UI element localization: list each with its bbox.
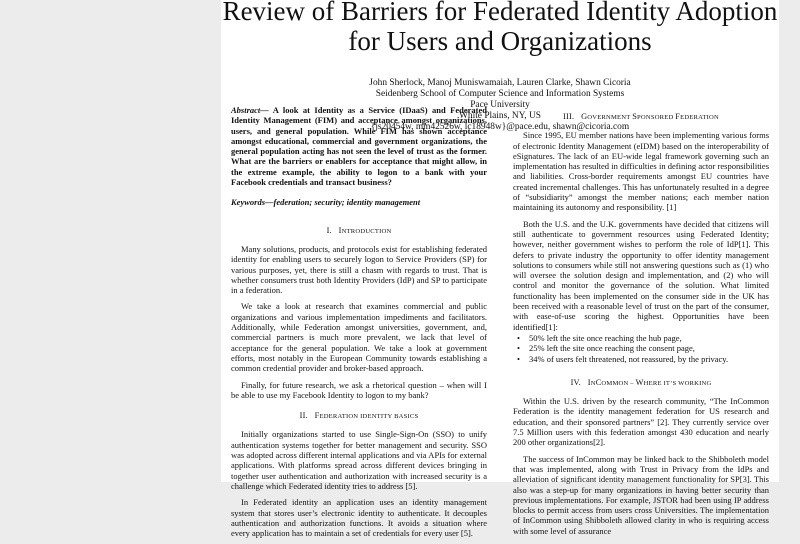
federation-paragraph-1: Initially organizations started to use Single-Sign-On (SSO) to unify authentication systems together for better management and security. SSO was adopted across different internal applications and via APIs for external applications. With platforms spread across different devices bringing in together user authentication and authorization with increased security is a challenge which Federated identity tries to address [5]. (231, 429, 487, 491)
paper-title-line-2: for Users and Organizations (348, 26, 652, 56)
abstract (231, 105, 487, 187)
government-paragraph-1: Since 1995, EU member nations have been implementing various forms of electronic Identity Management (eIDM) based on the interoperability of eSignatures. The lack of an EU-wide legal framework governing such an implementation has resulted in difficulties in defining actor responsibilities and liabilities. Cross-border requirements amongst EU countries have created incremental challenges. This has unfortunately resulted in a degree of “subsidiarity” amongst the member nations; each member nation maintaining its autonomy and responsibility. [1] (513, 130, 769, 213)
opportunity-list (513, 333, 769, 364)
section-heading-introduction: I. INTRODUCTION (326, 225, 392, 235)
affiliation-university: Pace University (470, 100, 530, 110)
section-heading-incommon: IV. INCOMMON – WHERE IT’S WORKING (570, 377, 712, 387)
federation-paragraph-2: In Federated identity an application uses an identity management system that stores user’s electronic identity to authenticate. It decouples authentication and authorization functions. It avoids a situation where every application has to maintain a set of credentials for every user [5]. (231, 497, 487, 539)
list-item: • 34% of users felt threatened, not reassured, by the privacy. (529, 354, 769, 364)
affiliation-school: Seidenberg School of Computer Science and Information Systems (375, 89, 625, 99)
list-item: • 50% left the site once reaching the hub page, (529, 333, 769, 343)
left-flow (231, 105, 487, 544)
intro-paragraph-1: Many solutions, products, and protocols exist for establishing federated identity for enabling users to securely logon to Service Providers (SP) for various purposes, yet, there is still a chasm with regards to trust. That is whether consumers trust both Identity Providers (IdP) and SP to participate in a federation. (231, 243, 487, 296)
paper-title-line-1: Review of Barriers for Federated Identity Adoption (222, 0, 778, 26)
government-paragraph-2: Both the U.S. and the U.K. governments have decided that citizens will still authenticate to government resources using Federated Identity; however, neither government wishes to perform the role of IdP[1]. This defers to private industry the opportunity to offer identity management solutions to consumers while still not answering questions such as (1) who will oversee the solution design and implementation, and (2) who will control and monitor the governance of the solution. What limited functionality has been implemented on the consumer side in the UK has been received with a reasonable level of trust on the part of the consumer, with ease-of-use scoring the highest. Opportunities have been identified[1]: (513, 218, 769, 332)
incommon-paragraph-2: The success of InCommon may be linked back to the Shibboleth model that was implemented, along with Trust in Privacy from the IdPs and alleviation of significant identity management functionality for SP[3]. This also was a step-up for many organizations in having better security than previous implementations. For example, JSTOR had been using IP address blocks to permit access from users cross Universities. The implementation of InCommon using Shibboleth allowed clarity in who is requiring access with some level of assurance (513, 453, 769, 536)
list-item: • 25% left the site once reaching the consent page, (529, 343, 769, 353)
keywords: Keywords—federation; security; identity management (231, 197, 421, 208)
section-heading-federation-basics: II. FEDERATION IDENTITY BASICS (299, 411, 419, 421)
author-list: John Sherlock, Manoj Muniswamaiah, Lauren Clarke, Shawn Cicoria (369, 78, 631, 88)
paper-page (221, 0, 779, 539)
affiliation-location: White Plains, NY, US (459, 111, 541, 121)
right-flow (513, 104, 769, 542)
incommon-paragraph-1: Within the U.S. driven by the research community, “The InCommon Federation is the identity management federation for US research and education, and their sponsored partners” [2]. They currently service over 7.5 Million users with this federation amongst 430 education and nearly 200 other organizations[2]. (513, 396, 769, 448)
section-heading-government-federation: III. GOVERNMENT SPONSORED FEDERATION (563, 112, 719, 121)
author-emails: {js20454w, mm42526w, lc18948w}@pace.edu, shawn@cicoria.com (370, 122, 630, 132)
abstract-label: Abstract— (231, 105, 269, 115)
intro-paragraph-3: Finally, for future research, we ask a rhetorical question – when will I be able to use my Facebook Identity to logon to my bank? (231, 379, 487, 400)
intro-paragraph-2: We take a look at research that examines commercial and public organizations and various implementation impediments and facilitators. Additionally, while Federation amongst universities, government, and, commercial partners is much more prevalent, we lack that level of acceptance for the general population. We take a look at government efforts, most notably in the European Community towards establishing a common credential provider and broker-based approach. (231, 301, 487, 374)
abstract-text: A look at Identity as a Service (IDaaS) and Federated Identity Management (FIM) and acceptance amongst organizations, users, and general population. While FIM has shown acceptance amongst educational, commercial and government organizations, the general population acting has not seen the level of trust as the former. What are the barriers or enablers for acceptance that might allow, in the extreme example, the ability to logon to a bank with your Facebook credentials and transact business? (231, 105, 487, 188)
